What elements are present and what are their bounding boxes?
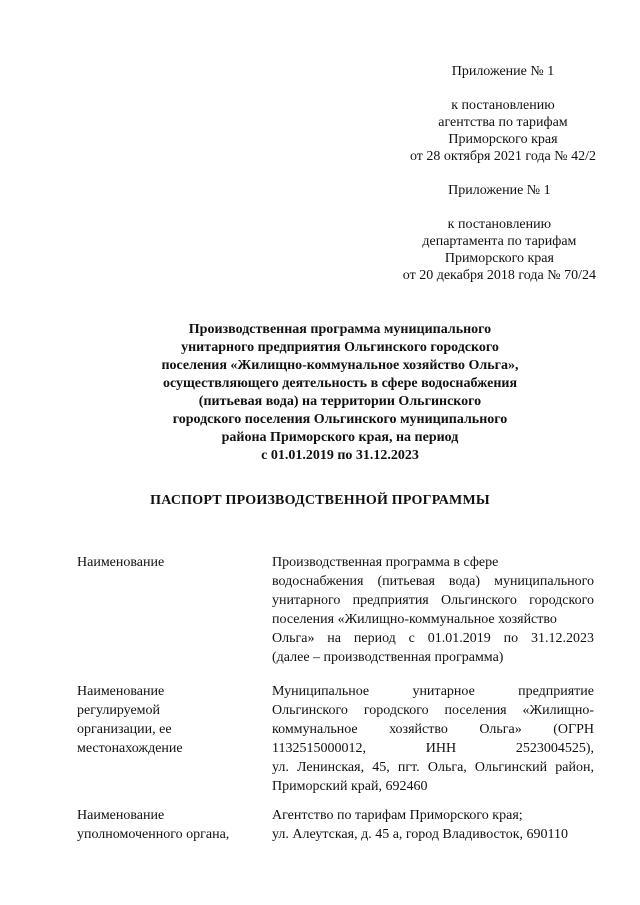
appendix-line: агентства по тарифам bbox=[438, 115, 568, 130]
value-line: Ольга» на период с 01.01.2019 по 31.12.2023 bbox=[272, 631, 594, 646]
value-line: (далее – производственная программа) bbox=[272, 650, 504, 665]
label-line: регулируемой bbox=[77, 703, 161, 718]
appendix-line: к постановлению bbox=[451, 98, 555, 113]
label-line: местонахождение bbox=[77, 741, 183, 756]
row-label bbox=[77, 682, 257, 758]
label-line: Наименование bbox=[77, 808, 165, 823]
label-line: Наименование bbox=[77, 684, 165, 699]
appendix-line: от 20 декабря 2018 года № 70/24 bbox=[402, 268, 596, 283]
spacer bbox=[403, 199, 596, 216]
appendix-line: департамента по тарифам bbox=[422, 234, 577, 249]
value-line: Ольгинского городского поселения «Жилищно- bbox=[272, 703, 594, 718]
title-line: (питьевая вода) на территории Ольгинского bbox=[198, 394, 482, 409]
label-line: Наименование bbox=[77, 555, 165, 570]
passport-heading: ПАСПОРТ ПРОИЗВОДСТВЕННОЙ ПРОГРАММЫ bbox=[150, 493, 490, 508]
appendix-line: Приморского края bbox=[444, 251, 554, 266]
value-line: коммунальное хозяйство Ольга» (ОГРН bbox=[272, 722, 594, 737]
label-line: организации, ее bbox=[77, 722, 172, 737]
value-line: унитарного предприятия Ольгинского городского bbox=[272, 593, 594, 608]
title-line: района Приморского края, на период bbox=[221, 430, 459, 445]
value-line: поселения «Жилищно-коммунальное хозяйство bbox=[272, 612, 557, 627]
appendix-block-original bbox=[403, 182, 596, 284]
row-label bbox=[77, 553, 257, 572]
appendix-line: от 28 октября 2021 года № 42/2 bbox=[409, 149, 596, 164]
value-line: Производственная программа в сфере bbox=[272, 555, 499, 570]
row-value bbox=[272, 806, 594, 844]
title-line: Производственная программа муниципального bbox=[188, 322, 492, 337]
row-value bbox=[272, 682, 594, 796]
title-line: городского поселения Ольгинского муниципального bbox=[172, 412, 508, 427]
value-line: ул. Ленинская, 45, пгт. Ольга, Ольгинский район, bbox=[272, 760, 594, 775]
appendix-title: Приложение № 1 bbox=[448, 183, 551, 198]
appendix-block-current bbox=[410, 63, 596, 165]
row-value bbox=[272, 553, 594, 667]
value-line: Агентство по тарифам Приморского края; bbox=[272, 808, 523, 823]
value-line: 1132515000012, ИНН 2523004525), bbox=[272, 741, 594, 756]
value-line: Приморский край, 692460 bbox=[272, 779, 428, 794]
title-line: осуществляющего деятельность в сфере водоснабжения bbox=[162, 376, 518, 391]
spacer bbox=[410, 80, 596, 97]
title-line: поселения «Жилищно-коммунальное хозяйство Ольга», bbox=[161, 358, 519, 373]
row-label bbox=[77, 806, 257, 844]
value-line: водоснабжения (питьевая вода) муниципального bbox=[272, 574, 594, 589]
appendix-line: к постановлению bbox=[447, 217, 552, 232]
title-line: с 01.01.2019 по 31.12.2023 bbox=[261, 448, 419, 463]
appendix-line: Приморского края bbox=[448, 132, 558, 147]
label-line: уполномоченного органа, bbox=[77, 827, 230, 842]
value-line: Муниципальное унитарное предприятие bbox=[272, 684, 594, 699]
title-line: унитарного предприятия Ольгинского городского bbox=[181, 340, 499, 355]
program-title bbox=[130, 321, 550, 465]
value-line: ул. Алеутская, д. 45 а, город Владивосток, 690110 bbox=[272, 827, 568, 842]
appendix-title: Приложение № 1 bbox=[451, 64, 555, 79]
